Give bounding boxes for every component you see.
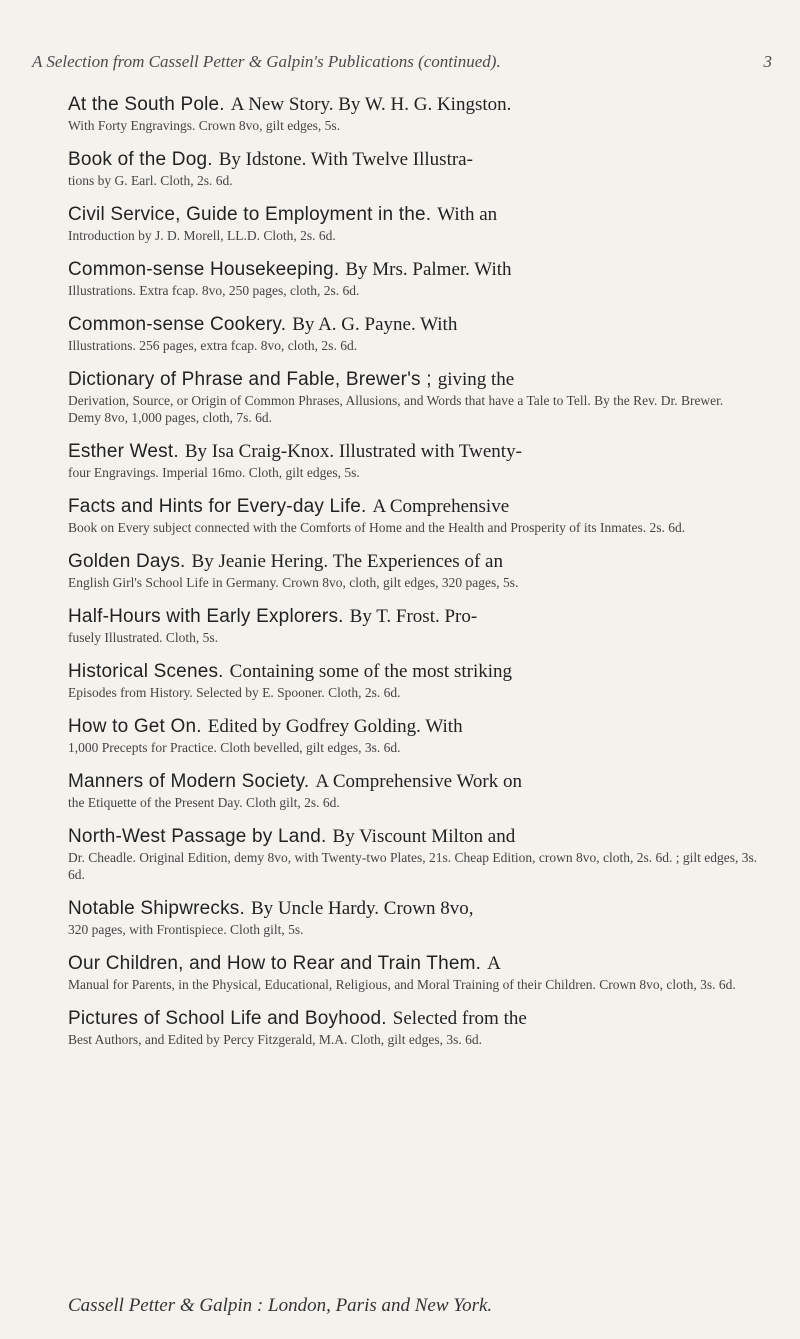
entry-byline: Edited by Godfrey Golding. With (207, 716, 463, 737)
entry-title: North-West Passage by Land. (68, 826, 327, 847)
entry-details: English Girl's School Life in Germany. Crown 8vo, cloth, gilt edges, 320 pages, 5s. (68, 575, 519, 590)
catalogue-entry (68, 314, 758, 354)
entry-byline: A Comprehensive (372, 496, 510, 517)
entry-details: Best Authors, and Edited by Percy Fitzgerald, M.A. Cloth, gilt edges, 3s. 6d. (68, 1032, 482, 1047)
entry-title: Esther West. (68, 441, 179, 462)
publisher-imprint: Cassell Petter & Galpin : London, Paris and New York. (68, 1295, 493, 1316)
catalogue-entry (68, 94, 758, 134)
entry-byline: By Viscount Milton and (332, 826, 516, 847)
catalogue-entry (68, 826, 758, 883)
entry-details: Book on Every subject connected with the Comforts of Home and the Health and Prosperity of its Inmates. 2s. 6d. (68, 520, 686, 535)
entry-details: Manual for Parents, in the Physical, Educational, Religious, and Moral Training of their Children. Crown 8vo, cloth, 3s. 6d. (68, 977, 736, 992)
entry-title: Common-sense Cookery. (68, 314, 287, 335)
entry-title: Civil Service, Guide to Employment in the. (68, 204, 432, 225)
entry-details: Episodes from History. Selected by E. Spooner. Cloth, 2s. 6d. (68, 685, 401, 700)
entry-details: 320 pages, with Frontispiece. Cloth gilt, 5s. (68, 922, 304, 937)
running-head (32, 52, 772, 72)
entry-details: Introduction by J. D. Morell, LL.D. Cloth, 2s. 6d. (68, 228, 336, 243)
entry-details: Derivation, Source, or Origin of Common Phrases, Allusions, and Words that have a Tale to Tell. By the Rev. Dr. Brewer. Demy 8vo, 1,000 pages, cloth, 7s. 6d. (68, 393, 724, 425)
catalogue-entry (68, 898, 758, 938)
entry-title: Pictures of School Life and Boyhood. (68, 1008, 387, 1029)
entry-byline: A (487, 953, 501, 974)
entry-byline: By Jeanie Hering. The Experiences of an (191, 551, 503, 572)
catalogue-entry (68, 204, 758, 244)
entry-title: Our Children, and How to Rear and Train Them. (68, 953, 482, 974)
entry-title: Golden Days. (68, 551, 186, 572)
catalogue-entry (68, 496, 758, 536)
entry-title: How to Get On. (68, 716, 202, 737)
entry-details: 1,000 Precepts for Practice. Cloth bevelled, gilt edges, 3s. 6d. (68, 740, 401, 755)
catalogue-entry (68, 369, 758, 426)
entry-details: Illustrations. Extra fcap. 8vo, 250 pages, cloth, 2s. 6d. (68, 283, 360, 298)
entry-title: Notable Shipwrecks. (68, 898, 245, 919)
catalogue-entries (68, 94, 758, 1063)
running-head-title: A Selection from Cassell Petter & Galpin's Publications (continued). (32, 52, 501, 71)
entry-byline: Containing some of the most striking (229, 661, 513, 682)
catalogue-entry (68, 716, 758, 756)
catalogue-entry (68, 551, 758, 591)
entry-byline: With an (437, 204, 498, 225)
catalogue-entry (68, 953, 758, 993)
entry-title: At the South Pole. (68, 94, 225, 115)
catalogue-entry (68, 606, 758, 646)
entry-byline: By T. Frost. Pro- (349, 606, 478, 627)
entry-title: Facts and Hints for Every-day Life. (68, 496, 367, 517)
entry-byline: By Mrs. Palmer. With (345, 259, 512, 280)
entry-details: Illustrations. 256 pages, extra fcap. 8vo, cloth, 2s. 6d. (68, 338, 358, 353)
entry-details: fusely Illustrated. Cloth, 5s. (68, 630, 218, 645)
catalogue-entry (68, 661, 758, 701)
catalogue-entry (68, 149, 758, 189)
catalogue-entry (68, 771, 758, 811)
entry-title: Historical Scenes. (68, 661, 224, 682)
catalogue-entry (68, 1008, 758, 1048)
catalogue-entry (68, 441, 758, 481)
entry-byline: A Comprehensive Work on (315, 771, 522, 792)
entry-byline: By A. G. Payne. With (292, 314, 458, 335)
entry-title: Common-sense Housekeeping. (68, 259, 340, 280)
entry-details: tions by G. Earl. Cloth, 2s. 6d. (68, 173, 233, 188)
entry-byline: Selected from the (392, 1008, 527, 1029)
entry-byline: giving the (437, 369, 515, 390)
entry-details: the Etiquette of the Present Day. Cloth gilt, 2s. 6d. (68, 795, 340, 810)
entry-details: four Engravings. Imperial 16mo. Cloth, gilt edges, 5s. (68, 465, 360, 480)
entry-title: Dictionary of Phrase and Fable, Brewer's ; (68, 369, 432, 390)
entry-title: Manners of Modern Society. (68, 771, 310, 792)
entry-title: Book of the Dog. (68, 149, 213, 170)
catalogue-entry (68, 259, 758, 299)
entry-byline: By Uncle Hardy. Crown 8vo, (251, 898, 474, 919)
entry-byline: By Idstone. With Twelve Illustra- (218, 149, 473, 170)
entry-title: Half-Hours with Early Explorers. (68, 606, 344, 627)
page-number: 3 (763, 52, 772, 71)
entry-byline: A New Story. By W. H. G. Kingston. (230, 94, 512, 115)
entry-details: With Forty Engravings. Crown 8vo, gilt edges, 5s. (68, 118, 341, 133)
entry-details: Dr. Cheadle. Original Edition, demy 8vo, with Twenty-two Plates, 21s. Cheap Edition, crown 8vo, cloth, 2s. 6d. ; gilt edges, 3s. 6d. (68, 850, 758, 882)
entry-byline: By Isa Craig-Knox. Illustrated with Twenty- (184, 441, 522, 462)
